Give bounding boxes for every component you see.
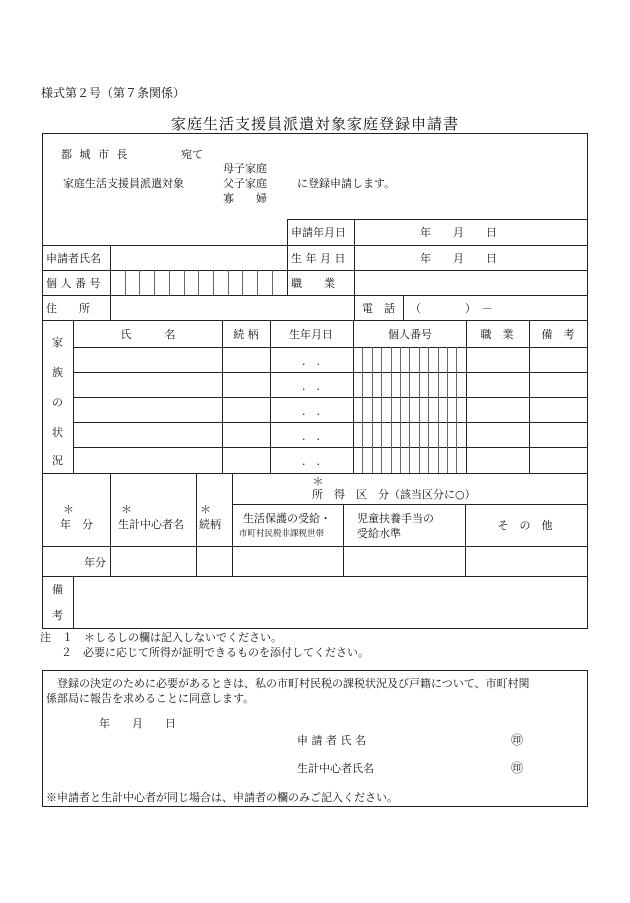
family-birthdate-2[interactable]: . .	[302, 380, 320, 393]
phone-field[interactable]: （ ） －	[410, 302, 493, 315]
household-type-single-mother[interactable]: 母子家庭	[223, 162, 267, 175]
consent-line2: 係部局に報告を求めることに同意します。	[46, 692, 255, 705]
family-header-occupation: 職 業	[480, 328, 514, 341]
family-personal-number-cell-divider	[362, 347, 363, 473]
personal-number-cell-divider	[228, 270, 229, 295]
income-cat-child-line2[interactable]: 受給水準	[357, 527, 401, 540]
family-personal-number-cell-divider	[419, 347, 420, 473]
remarks-label-1: 備	[52, 583, 63, 596]
family-personal-number-cell-divider	[409, 347, 410, 473]
application-date-label: 申請年月日	[291, 226, 346, 239]
personal-number-cell-divider	[154, 270, 155, 295]
application-date-field[interactable]: 年 月 日	[420, 226, 497, 239]
personal-number-cell-divider	[184, 270, 185, 295]
family-personal-number-cell-divider	[447, 347, 448, 473]
family-personal-number-cell-divider	[438, 347, 439, 473]
family-header-birthdate: 生年月日	[289, 328, 333, 341]
breadwinner-label: 生計中心者名	[118, 518, 184, 531]
income-section-asterisk: ＊	[312, 475, 324, 488]
personal-number-cell-divider	[139, 270, 140, 295]
address-label: 住 所	[46, 302, 90, 315]
birth-date-field[interactable]: 年 月 日	[420, 252, 497, 265]
request-prefix: 家庭生活支援員派遣対象	[63, 177, 184, 190]
income-cat-welfare-line1[interactable]: 生活保護の受給・	[243, 512, 331, 525]
income-section-title: 所 得 区 分（該当区分に○）	[312, 488, 476, 501]
addressee-mayor: 都 城 市 長	[61, 148, 130, 161]
family-header-relationship: 続 柄	[233, 328, 259, 341]
breadwinner-asterisk: ＊	[121, 503, 132, 516]
occupation-label: 職 業	[291, 277, 335, 290]
family-personal-number-cell-divider	[456, 347, 457, 473]
family-personal-number-cell-divider	[381, 347, 382, 473]
personal-number-label: 個 人 番 号	[46, 277, 101, 290]
family-header-personal-number: 個人番号	[388, 328, 432, 341]
income-year-label: 年 分	[60, 518, 93, 531]
family-birthdate-5[interactable]: . .	[302, 455, 320, 468]
personal-number-cell-divider	[257, 270, 258, 295]
consent-footnote: ※申請者と生計中心者が同じ場合は、申請者の欄のみご記入ください。	[46, 791, 398, 804]
personal-number-cell-divider	[272, 270, 273, 295]
seal-icon-applicant: ㊞	[511, 733, 524, 747]
personal-number-cell-divider	[125, 270, 126, 295]
addressee-suffix: 宛て	[181, 148, 203, 161]
applicant-name-label: 申請者氏名	[46, 252, 101, 265]
family-side-label-4: 状	[52, 426, 63, 439]
consent-date[interactable]: 年 月 日	[99, 717, 176, 730]
income-year-row-label: 年分	[84, 556, 106, 569]
family-personal-number-cell-divider	[372, 347, 373, 473]
relationship-asterisk: ＊	[200, 503, 211, 516]
remarks-label-2: 考	[52, 609, 63, 622]
family-personal-number-cell-divider	[391, 347, 392, 473]
request-suffix: に登録申請します。	[297, 177, 396, 190]
consent-breadwinner-label: 生計中心者氏名	[297, 762, 374, 775]
family-personal-number-cell-divider	[428, 347, 429, 473]
household-type-single-father[interactable]: 父子家庭	[223, 177, 267, 190]
family-header-name: 氏 名	[120, 328, 176, 341]
family-birthdate-3[interactable]: . .	[302, 405, 320, 418]
family-side-label-1: 家	[52, 336, 63, 349]
family-birthdate-4[interactable]: . .	[302, 430, 320, 443]
relationship-label: 続柄	[199, 518, 221, 531]
family-side-label-2: 族	[52, 366, 63, 379]
page-title: 家庭生活支援員派遣対象家庭登録申請書	[170, 115, 460, 133]
family-side-label-3: の	[52, 396, 63, 409]
form-number: 様式第２号（第７条関係）	[41, 86, 186, 100]
income-cat-child-line1[interactable]: 児童扶養手当の	[357, 512, 434, 525]
occupation-field[interactable]	[360, 275, 582, 289]
applicant-name-field[interactable]	[115, 253, 280, 267]
note-1: 注 １ ＊しるしの欄は記入しないでください。	[40, 631, 282, 644]
birth-date-label: 生 年 月 日	[291, 252, 346, 265]
personal-number-cell-divider	[198, 270, 199, 295]
family-birthdate-1[interactable]: . .	[302, 355, 320, 368]
family-personal-number-cell-divider	[400, 347, 401, 473]
address-field[interactable]	[115, 300, 345, 314]
family-side-label-5: 況	[52, 454, 63, 467]
remarks-field[interactable]	[80, 582, 580, 622]
income-year-asterisk: ＊	[63, 503, 74, 516]
income-cat-other[interactable]: そ の 他	[497, 519, 553, 532]
personal-number-cell-divider	[169, 270, 170, 295]
consent-applicant-label: 申 請 者 氏 名	[297, 734, 366, 747]
income-cat-welfare-line2[interactable]: 市町村民税非課税世帯	[239, 529, 325, 539]
phone-label: 電 話	[362, 302, 395, 315]
seal-icon-breadwinner: ㊞	[511, 761, 524, 775]
household-type-widow[interactable]: 寡 婦	[223, 192, 267, 205]
note-2: ２ 必要に応じて所得が証明できるものを添付してください。	[61, 646, 369, 659]
consent-line1: 登録の決定のために必要があるときは、私の市町村民税の課税状況及び戸籍について、市町村関	[46, 677, 530, 690]
personal-number-cell-divider	[242, 270, 243, 295]
personal-number-cell-divider	[213, 270, 214, 295]
family-header-remarks: 備 考	[541, 328, 575, 341]
